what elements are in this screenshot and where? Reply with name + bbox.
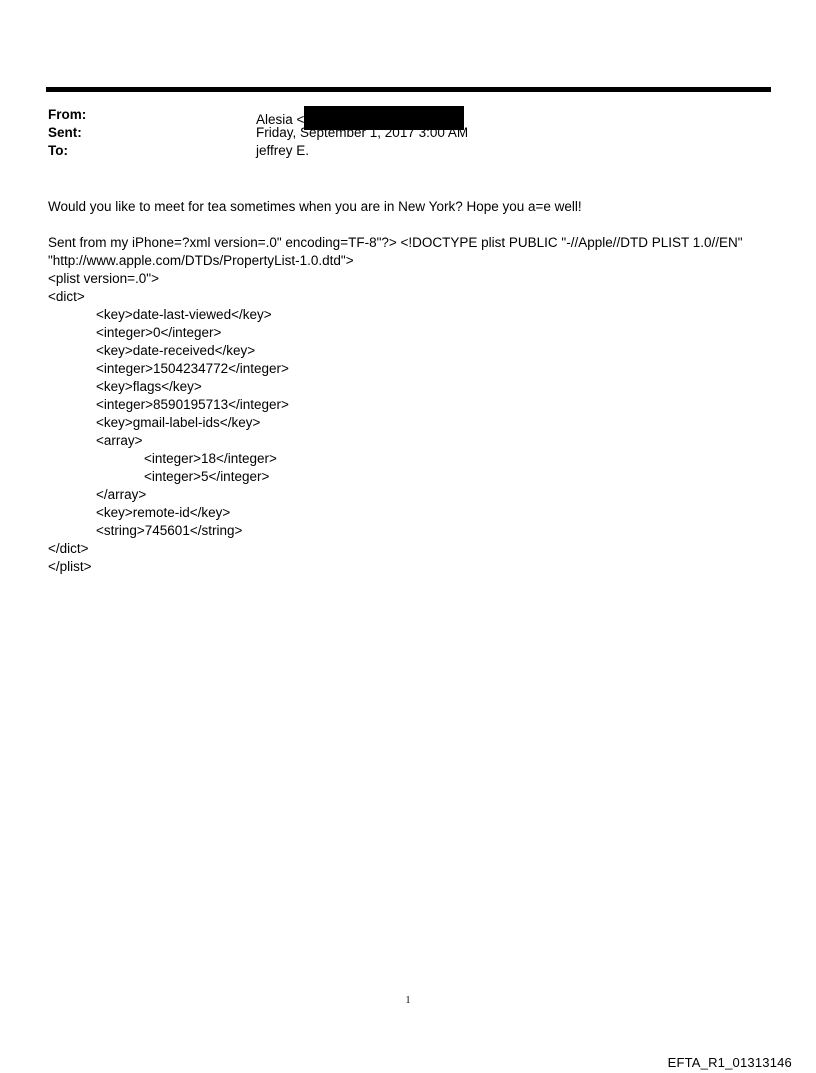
plist-line: <key>gmail-label-ids</key> (96, 415, 261, 430)
from-sender-name: Alesia < (256, 112, 305, 127)
plist-line: <integer>8590195713</integer> (96, 397, 289, 412)
paragraph-gap (48, 216, 778, 234)
to-value: jeffrey E. (256, 143, 310, 158)
sent-value: Friday, September 1, 2017 3:00 AM (256, 125, 469, 140)
plist-line: <dict> (48, 289, 85, 304)
to-label: To: (48, 143, 68, 158)
page-number: 1 (405, 995, 411, 1006)
from-value (256, 106, 464, 127)
document-id: EFTA_R1_01313146 (667, 1055, 792, 1070)
plist-line: <key>date-last-viewed</key> (96, 307, 272, 322)
email-header (48, 106, 468, 160)
plist-line: <key>remote-id</key> (96, 505, 231, 520)
plist-line: <key>date-received</key> (96, 343, 256, 358)
to-row (48, 142, 468, 160)
plist-line: <string>745601</string> (96, 523, 243, 538)
sent-from-line: Sent from my iPhone=?xml version=.0" encoding=TF-8"?> <!DOCTYPE plist PUBLIC "-//Apple//DTD PLIST 1.0//EN" (48, 235, 743, 250)
plist-line: <integer>0</integer> (96, 325, 222, 340)
plist-line: </dict> (48, 541, 89, 556)
plist-line: <integer>5</integer> (144, 469, 270, 484)
plist-line: <plist version=.0"> (48, 271, 159, 286)
sent-row (48, 124, 468, 142)
plist-block (48, 270, 778, 576)
from-row (48, 106, 468, 127)
dtd-url-line: "http://www.apple.com/DTDs/PropertyList-1.0.dtd"> (48, 253, 354, 268)
from-label: From: (48, 107, 87, 122)
header-divider-rule (46, 87, 771, 92)
plist-line: </plist> (48, 559, 92, 574)
email-body (48, 198, 778, 576)
plist-line: <array> (96, 433, 143, 448)
plist-line: </array> (96, 487, 147, 502)
plist-line: <integer>1504234772</integer> (96, 361, 289, 376)
plist-line: <key>flags</key> (96, 379, 202, 394)
plist-line: <integer>18</integer> (144, 451, 277, 466)
sent-label: Sent: (48, 125, 82, 140)
message-text: Would you like to meet for tea sometimes when you are in New York? Hope you a=e well! (48, 199, 582, 214)
